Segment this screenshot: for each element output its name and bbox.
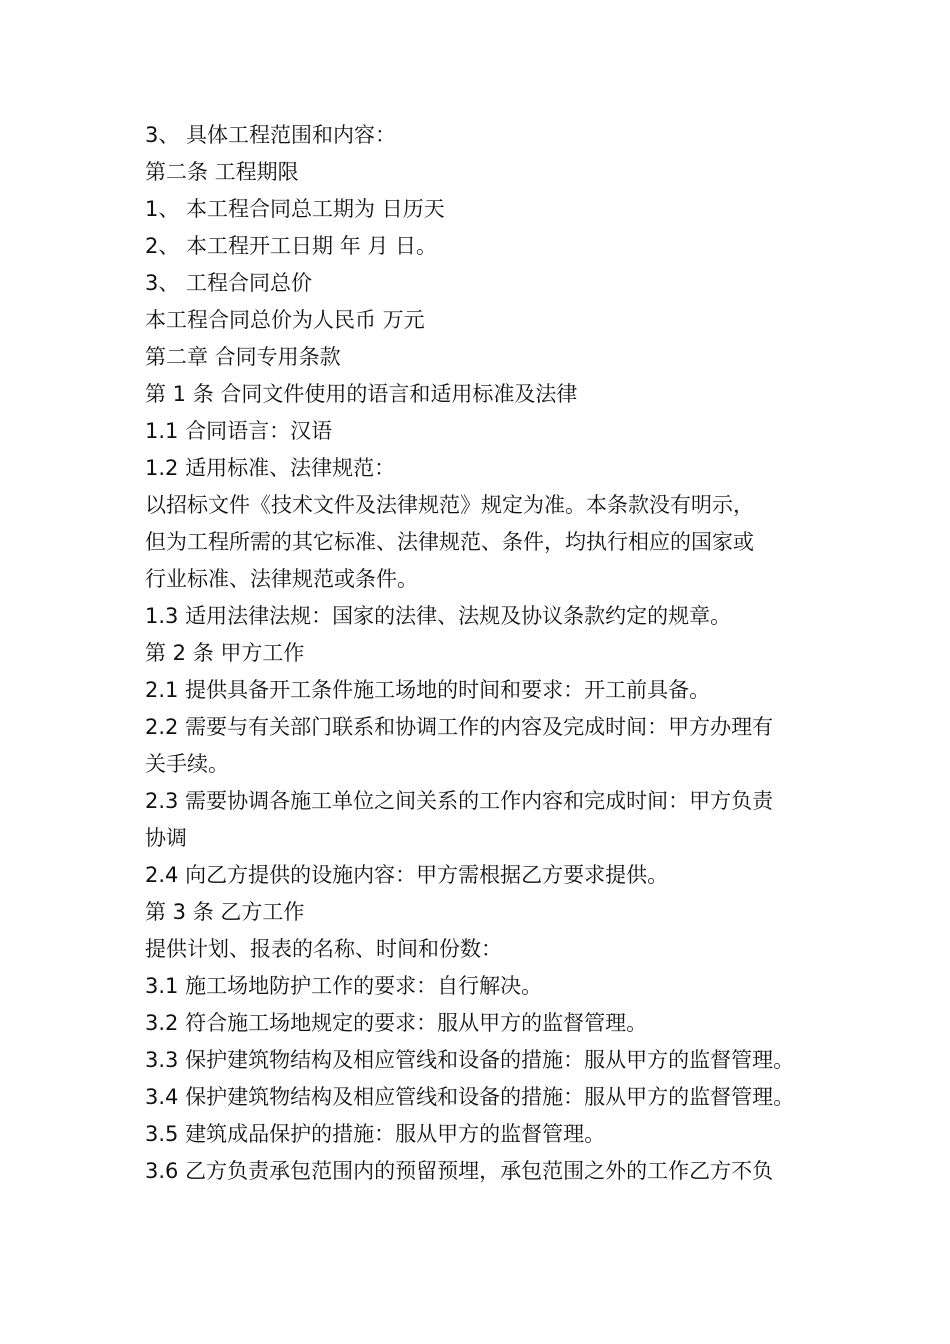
clause-2-2-line-1: 2.2 需要与有关部门联系和协调工作的内容及完成时间：甲方办理有: [145, 715, 774, 739]
section-2-heading: 第 2 条 甲方工作: [145, 641, 305, 665]
clause-3-1: 3.1 施工场地防护工作的要求：自行解决。: [145, 974, 543, 998]
clause-1-2-text-line-3: 行业标准、法律规范或条件。: [145, 567, 418, 591]
chapter-2-heading: 第二章 合同专用条款: [145, 345, 341, 369]
clause-1-2-text-line-2: 但为工程所需的其它标准、法律规范、条件，均执行相应的国家或: [145, 530, 754, 554]
article-2-heading: 第二条 工程期限: [145, 160, 299, 184]
document-body: [145, 117, 835, 1190]
clause-2-4: 2.4 向乙方提供的设施内容：甲方需根据乙方要求提供。: [145, 863, 669, 887]
clause-3-5: 3.5 建筑成品保护的措施：服从甲方的监督管理。: [145, 1122, 606, 1146]
clause-2-1: 2.1 提供具备开工条件施工场地的时间和要求：开工前具备。: [145, 678, 711, 702]
clause-3-total-price: 3、 工程合同总价: [145, 271, 313, 295]
section-1-heading: 第 1 条 合同文件使用的语言和适用标准及法律: [145, 382, 578, 406]
clause-3-6: 3.6 乙方负责承包范围内的预留预埋，承包范围之外的工作乙方不负: [145, 1159, 774, 1183]
clause-1-duration: 1、 本工程合同总工期为 日历天: [145, 197, 445, 221]
clause-2-2-line-2: 关手续。: [145, 752, 229, 776]
clause-1-2: 1.2 适用标准、法律规范：: [145, 456, 396, 480]
clause-1-2-text-line-1: 以招标文件《技术文件及法律规范》规定为准。本条款没有明示，: [145, 493, 754, 517]
clause-2-3-line-2: 协调: [145, 826, 187, 850]
clause-3-scope: 3、 具体工程范围和内容：: [145, 123, 397, 147]
clause-3-4: 3.4 保护建筑物结构及相应管线和设备的措施：服从甲方的监督管理。: [145, 1085, 795, 1109]
clause-3-3: 3.3 保护建筑物结构及相应管线和设备的措施：服从甲方的监督管理。: [145, 1048, 795, 1072]
clause-1-1: 1.1 合同语言：汉语: [145, 419, 333, 443]
reports-text: 提供计划、报表的名称、时间和份数：: [145, 937, 502, 961]
clause-3-2: 3.2 符合施工场地规定的要求：服从甲方的监督管理。: [145, 1011, 648, 1035]
clause-1-3: 1.3 适用法律法规：国家的法律、法规及协议条款约定的规章。: [145, 604, 732, 628]
clause-2-3-line-1: 2.3 需要协调各施工单位之间关系的工作内容和完成时间：甲方负责: [145, 789, 774, 813]
clause-2-start-date: 2、 本工程开工日期 年 月 日。: [145, 234, 438, 258]
total-price-text: 本工程合同总价为人民币 万元: [145, 308, 425, 332]
section-3-heading: 第 3 条 乙方工作: [145, 900, 305, 924]
